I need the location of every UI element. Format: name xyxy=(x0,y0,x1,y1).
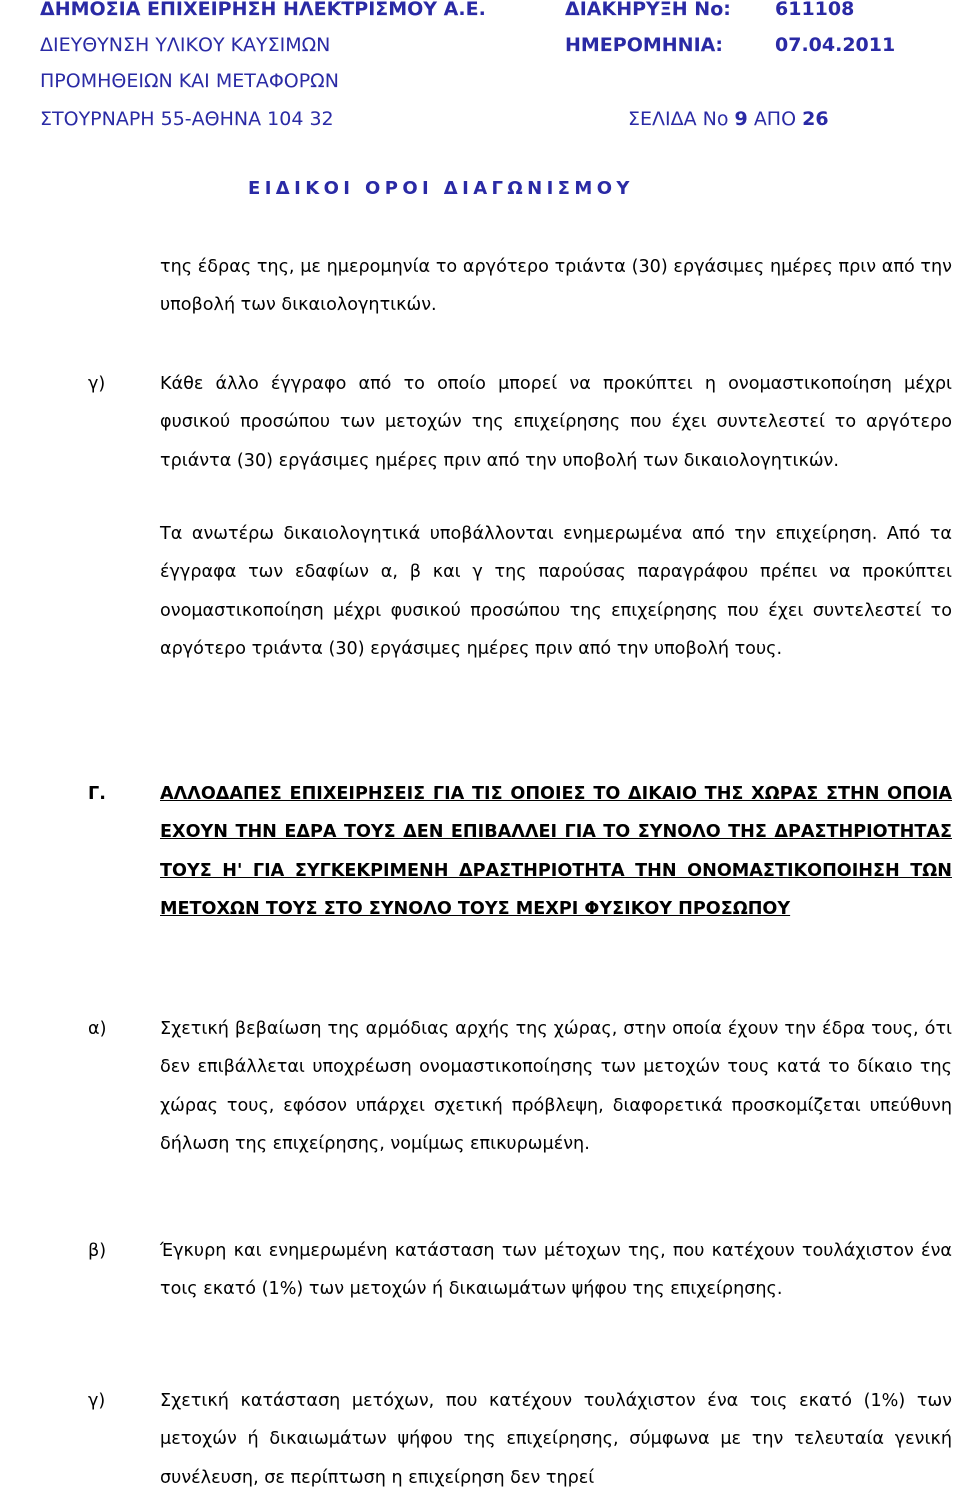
item-g1-note-paragraph: Τα ανωτέρω δικαιολογητικά υποβάλλονται ενημερωμένα από την επιχείρηση. Από τα έγγραφα των εδαφίων α, β και γ της παρούσας παραγράφου πρέπει να προκύπτει ονομαστικοποίηση μέχρι φυσικού προσώπου της επιχείρησης που έχει συντελεστεί το αργότερο τριάντα (30) εργάσιμες ημέρες πριν από την υποβολή τους. xyxy=(160,524,952,660)
item-g2-marker: γ) xyxy=(88,1391,106,1411)
continuation-paragraph: της έδρας της, με ημερομηνία το αργότερο τριάντα (30) εργάσιμες ημέρες πριν από την υποβολή των δικαιολογητικών. xyxy=(160,257,952,316)
page-of: ΑΠΟ xyxy=(753,108,797,130)
header-row-1 xyxy=(40,0,920,22)
header-row-4 xyxy=(40,108,920,132)
item-g2-paragraph: Σχετική κατάσταση μετόχων, που κατέχουν τουλάχιστον ένα τοις εκατό (1%) των μετοχών ή δικαιωμάτων ψήφου της επιχείρησης, σύμφωνα με την τελευταία γενική συνέλευση, σε περίπτωση η επιχείρηση δεν τηρεί xyxy=(160,1391,952,1488)
date-label: ΗΜΕΡΟΜΗΝΙΑ: xyxy=(565,34,723,56)
item-b-marker: β) xyxy=(88,1241,107,1261)
page-indicator xyxy=(628,108,829,130)
header-row-3 xyxy=(40,70,920,94)
section-g-heading: ΑΛΛΟΔΑΠΕΣ ΕΠΙΧΕΙΡΗΣΕΙΣ ΓΙΑ ΤΙΣ ΟΠΟΙΕΣ ΤΟ ΔΙΚΑΙΟ ΤΗΣ ΧΩΡΑΣ ΣΤΗΝ ΟΠΟΙΑ ΕΧΟΥΝ ΤΗΝ ΕΔΡΑ ΤΟΥΣ ΔΕΝ ΕΠΙΒΑΛΛΕΙ ΓΙΑ ΤΟ ΣΥΝΟΛΟ ΤΗΣ ΔΡΑΣΤΗΡΙΟΤΗΤΑΣ ΤΟΥΣ Η' ΓΙΑ ΣΥΓΚΕΚΡΙΜΕΝΗ ΔΡΑΣΤΗΡΙΟΤΗΤΑ ΤΗΝ ΟΝΟΜΑΣΤΙΚΟΠΟΙΗΣΗ ΤΩΝ ΜΕΤΟΧΩΝ ΤΟΥΣ ΣΤΟ ΣΥΝΟΛΟ ΤΟΥΣ ΜΕΧΡΙ ΦΥΣΙΚΟΥ ΠΡΟΣΩΠΟΥ xyxy=(160,784,952,920)
section-g-marker: Γ. xyxy=(88,784,106,804)
item-a-paragraph: Σχετική βεβαίωση της αρμόδιας αρχής της χώρας, στην οποία έχουν την έδρα τους, ότι δεν επιβάλλεται υποχρέωση ονομαστικοποίησης των μετοχών τους κατά το δίκαιο της χώρας τους, εφόσον υπάρχει σχετική πρόβλεψη, διαφορετικά προσκομίζεται υπεύθυνη δήλωση της επιχείρησης, νομίμως επικυρωμένη. xyxy=(160,1019,952,1155)
date-value: 07.04.2011 xyxy=(775,34,896,56)
page-total: 26 xyxy=(802,108,829,130)
address: ΣΤΟΥΡΝΑΡΗ 55-ΑΘΗΝΑ 104 32 xyxy=(40,108,334,130)
item-b-paragraph: Έγκυρη και ενημερωμένη κατάσταση των μέτοχων της, που κατέχουν τουλάχιστον ένα τοις εκατό (1%) των μετοχών ή δικαιωμάτων ψήφου της επιχείρησης. xyxy=(160,1241,952,1300)
tender-number: 611108 xyxy=(775,0,855,20)
company-name: ΔΗΜΟΣΙΑ ΕΠΙΧΕΙΡΗΣΗ ΗΛΕΚΤΡΙΣΜΟΥ Α.Ε. xyxy=(40,0,486,20)
item-g1-paragraph: Κάθε άλλο έγγραφο από το οποίο μπορεί να προκύπτει η ονομαστικοποίηση μέχρι φυσικού προσώπου των μετοχών της επιχείρησης που έχει συντελεστεί το αργότερο τριάντα (30) εργάσιμες ημέρες πριν από την υποβολή των δικαιολογητικών. xyxy=(160,374,952,471)
department-name: ΔΙΕΥΘΥΝΣΗ ΥΛΙΚΟΥ ΚΑΥΣΙΜΩΝ xyxy=(40,34,331,56)
section-title: ΕΙΔΙΚΟΙ ΟΡΟΙ ΔΙΑΓΩΝΙΣΜΟΥ xyxy=(248,178,634,199)
department-name-2: ΠΡΟΜΗΘΕΙΩΝ ΚΑΙ ΜΕΤΑΦΟΡΩΝ xyxy=(40,70,339,92)
item-g1-marker: γ) xyxy=(88,374,106,394)
page-current: 9 xyxy=(734,108,748,130)
header-row-2 xyxy=(40,34,920,58)
tender-label: ΔΙΑΚΗΡΥΞΗ Νο: xyxy=(565,0,731,20)
page-prefix: ΣΕΛΙΔΑ Νο xyxy=(628,108,729,130)
item-a-marker: α) xyxy=(88,1019,107,1039)
